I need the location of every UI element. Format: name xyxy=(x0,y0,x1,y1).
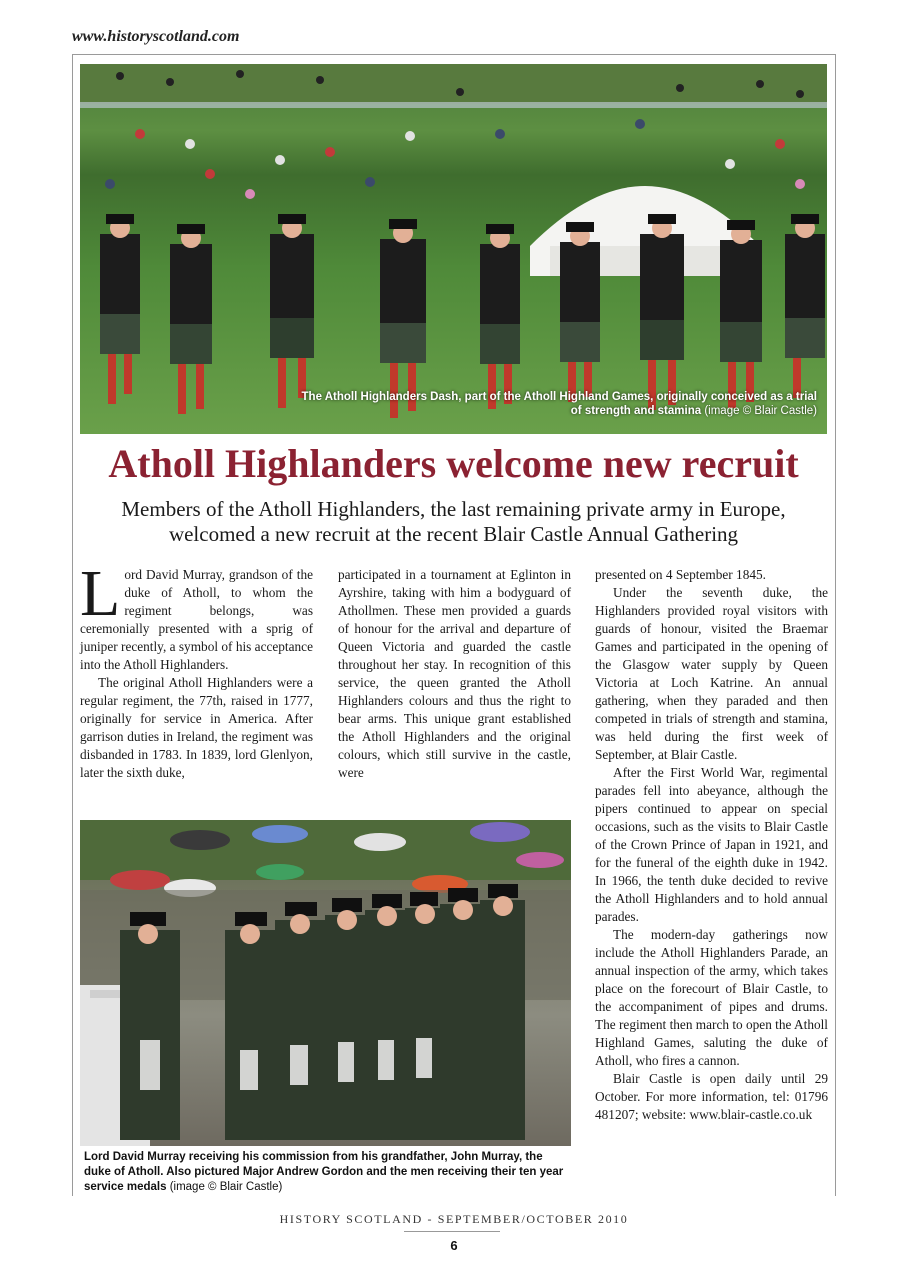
body-paragraph: presented on 4 September 1845. xyxy=(595,567,766,582)
body-paragraph: The modern-day gatherings now include the Atholl Highlanders Parade, an annual inspection of the army, which takes place on the forecourt of Blair Castle, to the accompaniment of pipes and drums. The regiment then march to open the Atholl Highland Games, saluting the duke of Atholl, who fires a cannon. xyxy=(595,927,829,1068)
body-paragraph: The original Atholl Highlanders were a regular regiment, the 77th, raised in 1777, originally for service in America. After garrison duties in Ireland, the regiment was disbanded in 1783. In 1839, lord Glenlyon, later the sixth duke, xyxy=(80,675,313,780)
page-footer: HISTORY SCOTLAND - SEPTEMBER/OCTOBER 2010 xyxy=(279,1212,629,1226)
photo-top-caption-text: The Atholl Highlanders Dash, part of the Atholl Highland Games, originally conceived as a trial of strength and stamina xyxy=(301,391,817,417)
photo-top-credit: (image © Blair Castle) xyxy=(704,405,817,417)
site-url[interactable]: www.historyscotland.com xyxy=(72,28,240,45)
photo-top-caption xyxy=(297,390,817,418)
body-paragraph: Under the seventh duke, the Highlanders provided royal visitors with guards of honour, visited the Braemar Games and participated in the opening of the Glasgow water supply by Queen Victoria at Loch Katrine. An annual gathering, when they paraded and then competed in trials of strength and stamina, was held during the first week of September, at Blair Castle. xyxy=(595,585,828,762)
drop-cap: L xyxy=(80,557,121,630)
body-paragraph: After the First World War, regimental parades fell into abeyance, although the pipers continued to appear on special occasions, such as the visits to Blair Castle of the Crown Prince of Japan in 1921, and for the funeral of the eighth duke in 1942. In 1966, the tenth duke decided to revive the Atholl Highlanders and to hold annual parades. xyxy=(595,765,828,924)
body-column-2 xyxy=(338,566,571,782)
body-paragraph: Blair Castle is open daily until 29 October. For more information, tel: 01796 481207; website: www.blair-castle.co.uk xyxy=(595,1071,828,1122)
body-column-1 xyxy=(80,557,313,782)
article-standfirst: Members of the Atholl Highlanders, the last remaining private army in Europe, welcomed a new recruit at the recent Blair Castle Annual Gathering xyxy=(121,497,786,546)
article-headline: Atholl Highlanders welcome new recruit xyxy=(108,441,799,486)
body-column-3 xyxy=(595,566,828,1124)
page-number: 6 xyxy=(450,1238,458,1253)
photo-commission-ceremony xyxy=(80,820,571,1146)
footer-divider xyxy=(404,1231,500,1232)
photo-mid-caption-text: Lord David Murray receiving his commission from his grandfather, John Murray, the duke of Atholl. Also pictured Major Andrew Gordon and the men receiving their ten year service medals xyxy=(84,1151,564,1193)
ceremony-illustration xyxy=(80,820,571,1146)
photo-mid-credit: (image © Blair Castle) xyxy=(169,1181,283,1193)
body-paragraph xyxy=(80,557,313,674)
photo-highlanders-dash xyxy=(80,64,827,434)
photo-mid-caption xyxy=(84,1150,564,1195)
paragraph-text: ord David Murray, grandson of the duke of Atholl, to whom the regiment belongs, was ceremonially presented with a sprig of juniper recently, a symbol of his acceptance into the Atholl Highlanders. xyxy=(80,567,313,672)
body-paragraph: participated in a tournament at Eglinton in Ayrshire, taking with him a bodyguard of Athollmen. These men provided a guards of honour for the arrival and departure of Queen Victoria and guarded the castle throughout her stay. In recognition of this service, the queen granted the Atholl Highlanders colours and thus the right to bear arms. This unique grant established the Atholl Highlanders and the original colours, which still survive in the castle, were xyxy=(338,567,571,780)
